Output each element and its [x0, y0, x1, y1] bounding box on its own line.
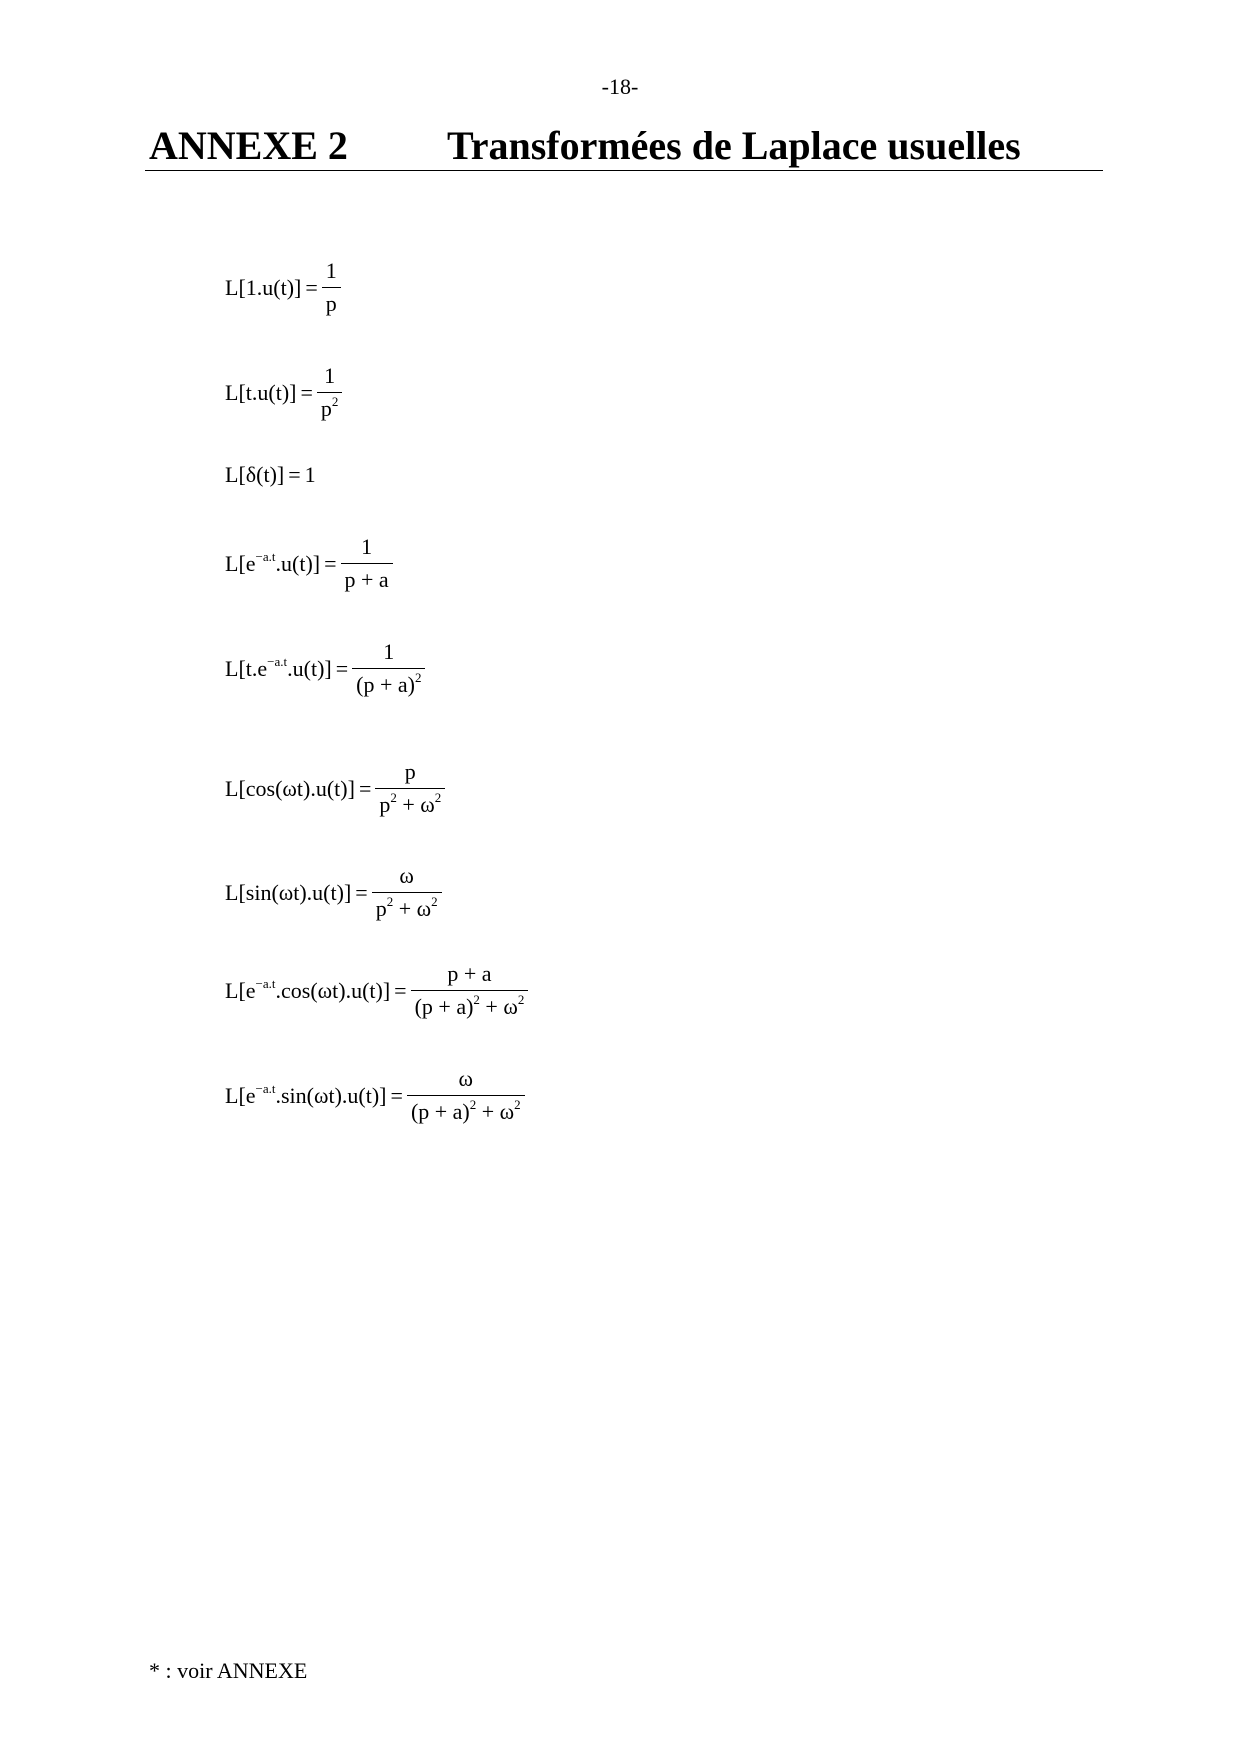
fraction	[407, 1066, 525, 1125]
formula-lhs	[225, 548, 321, 577]
formula-unit-step	[225, 258, 341, 317]
lhs-pre: L[e	[225, 977, 256, 1003]
numerator: 1	[361, 534, 373, 559]
exponent: 2	[469, 1097, 477, 1112]
exponent: 2	[386, 894, 394, 909]
denominator-b: + ω	[476, 1099, 515, 1124]
numerator: 1	[383, 639, 395, 664]
fraction	[352, 639, 425, 698]
denominator-base: p	[320, 396, 332, 421]
formula-lhs: L[cos(ωt).u(t)]	[225, 775, 355, 801]
lhs-pre: L[e	[225, 1082, 256, 1108]
denominator-base: (p + a)	[356, 672, 415, 697]
formula-exponential	[225, 534, 393, 593]
formula-lhs	[225, 975, 391, 1004]
denominator	[352, 668, 425, 698]
denominator-a: p	[379, 792, 391, 817]
exponent: −a.t	[267, 653, 288, 669]
numerator: p	[404, 759, 416, 784]
exponent: 2	[431, 894, 438, 909]
lhs-post: .cos(ωt).u(t)]	[275, 977, 391, 1003]
numerator: 1	[324, 363, 336, 388]
denominator	[407, 1095, 525, 1125]
equals-sign: =	[300, 379, 313, 405]
exponent: 2	[514, 1097, 521, 1112]
numerator: ω	[458, 1066, 474, 1091]
fraction	[375, 759, 445, 818]
equals-sign: =	[305, 274, 318, 300]
denominator-a: p	[375, 896, 387, 921]
page-number: -18-	[601, 74, 639, 99]
exponent: 2	[434, 790, 442, 805]
denominator	[375, 788, 445, 818]
fraction	[341, 534, 393, 593]
exponent: 2	[390, 790, 397, 805]
formula-cosine	[225, 759, 445, 818]
exponent: −a.t	[255, 548, 276, 564]
formula-lhs	[225, 653, 332, 682]
formula-t-exponential	[225, 639, 425, 698]
fraction	[372, 863, 442, 922]
exponent: 2	[473, 992, 480, 1007]
page-title: Transformées de Laplace usuelles	[447, 123, 1021, 168]
denominator-b: + ω	[479, 994, 518, 1019]
formula-lhs: L[δ(t)]	[225, 462, 285, 487]
lhs-pre: L[e	[225, 550, 256, 576]
lhs-post: .u(t)]	[275, 550, 321, 576]
exponent: −a.t	[255, 1080, 276, 1096]
denominator-b: + ω	[393, 896, 432, 921]
exponent: 2	[331, 394, 339, 409]
fraction	[322, 258, 341, 317]
formula-damped-sine	[225, 1066, 525, 1125]
equals-sign: =	[394, 977, 407, 1003]
denominator: p	[322, 287, 341, 317]
formula-lhs: L[1.u(t)]	[225, 274, 302, 300]
lhs-post: .u(t)]	[287, 655, 332, 681]
equals-sign: =	[288, 462, 301, 487]
formula-lhs: L[sin(ωt).u(t)]	[225, 879, 352, 905]
denominator	[317, 392, 343, 422]
formula-lhs: L[t.u(t)]	[225, 379, 297, 405]
equals-sign: =	[355, 879, 368, 905]
formula-lhs	[225, 1080, 387, 1109]
equals-sign: =	[335, 655, 349, 681]
equals-sign: =	[324, 550, 337, 576]
numerator: ω	[399, 863, 414, 888]
denominator-b: + ω	[396, 792, 435, 817]
equals-sign: =	[358, 775, 372, 801]
denominator	[372, 892, 442, 922]
formula-dirac	[225, 462, 316, 488]
exponent: 2	[414, 670, 422, 685]
equals-sign: =	[390, 1082, 403, 1108]
fraction	[411, 961, 529, 1020]
denominator	[411, 990, 529, 1020]
annex-label: ANNEXE 2	[149, 123, 348, 168]
footnote: * : voir ANNEXE	[149, 1658, 308, 1683]
denominator: p + a	[341, 563, 393, 593]
numerator: 1	[325, 258, 337, 283]
formula-rhs: 1	[304, 462, 316, 487]
lhs-pre: L[t.e	[225, 655, 268, 681]
formula-sine	[225, 863, 442, 922]
formula-ramp	[225, 363, 342, 422]
page-header	[145, 118, 1103, 171]
denominator-a: (p + a)	[414, 994, 474, 1019]
exponent: −a.t	[255, 975, 276, 991]
fraction	[317, 363, 343, 422]
denominator-a: (p + a)	[410, 1099, 470, 1124]
lhs-post: .sin(ωt).u(t)]	[275, 1082, 387, 1108]
numerator: p + a	[447, 961, 492, 986]
exponent: 2	[517, 992, 525, 1007]
formula-damped-cosine	[225, 961, 528, 1020]
